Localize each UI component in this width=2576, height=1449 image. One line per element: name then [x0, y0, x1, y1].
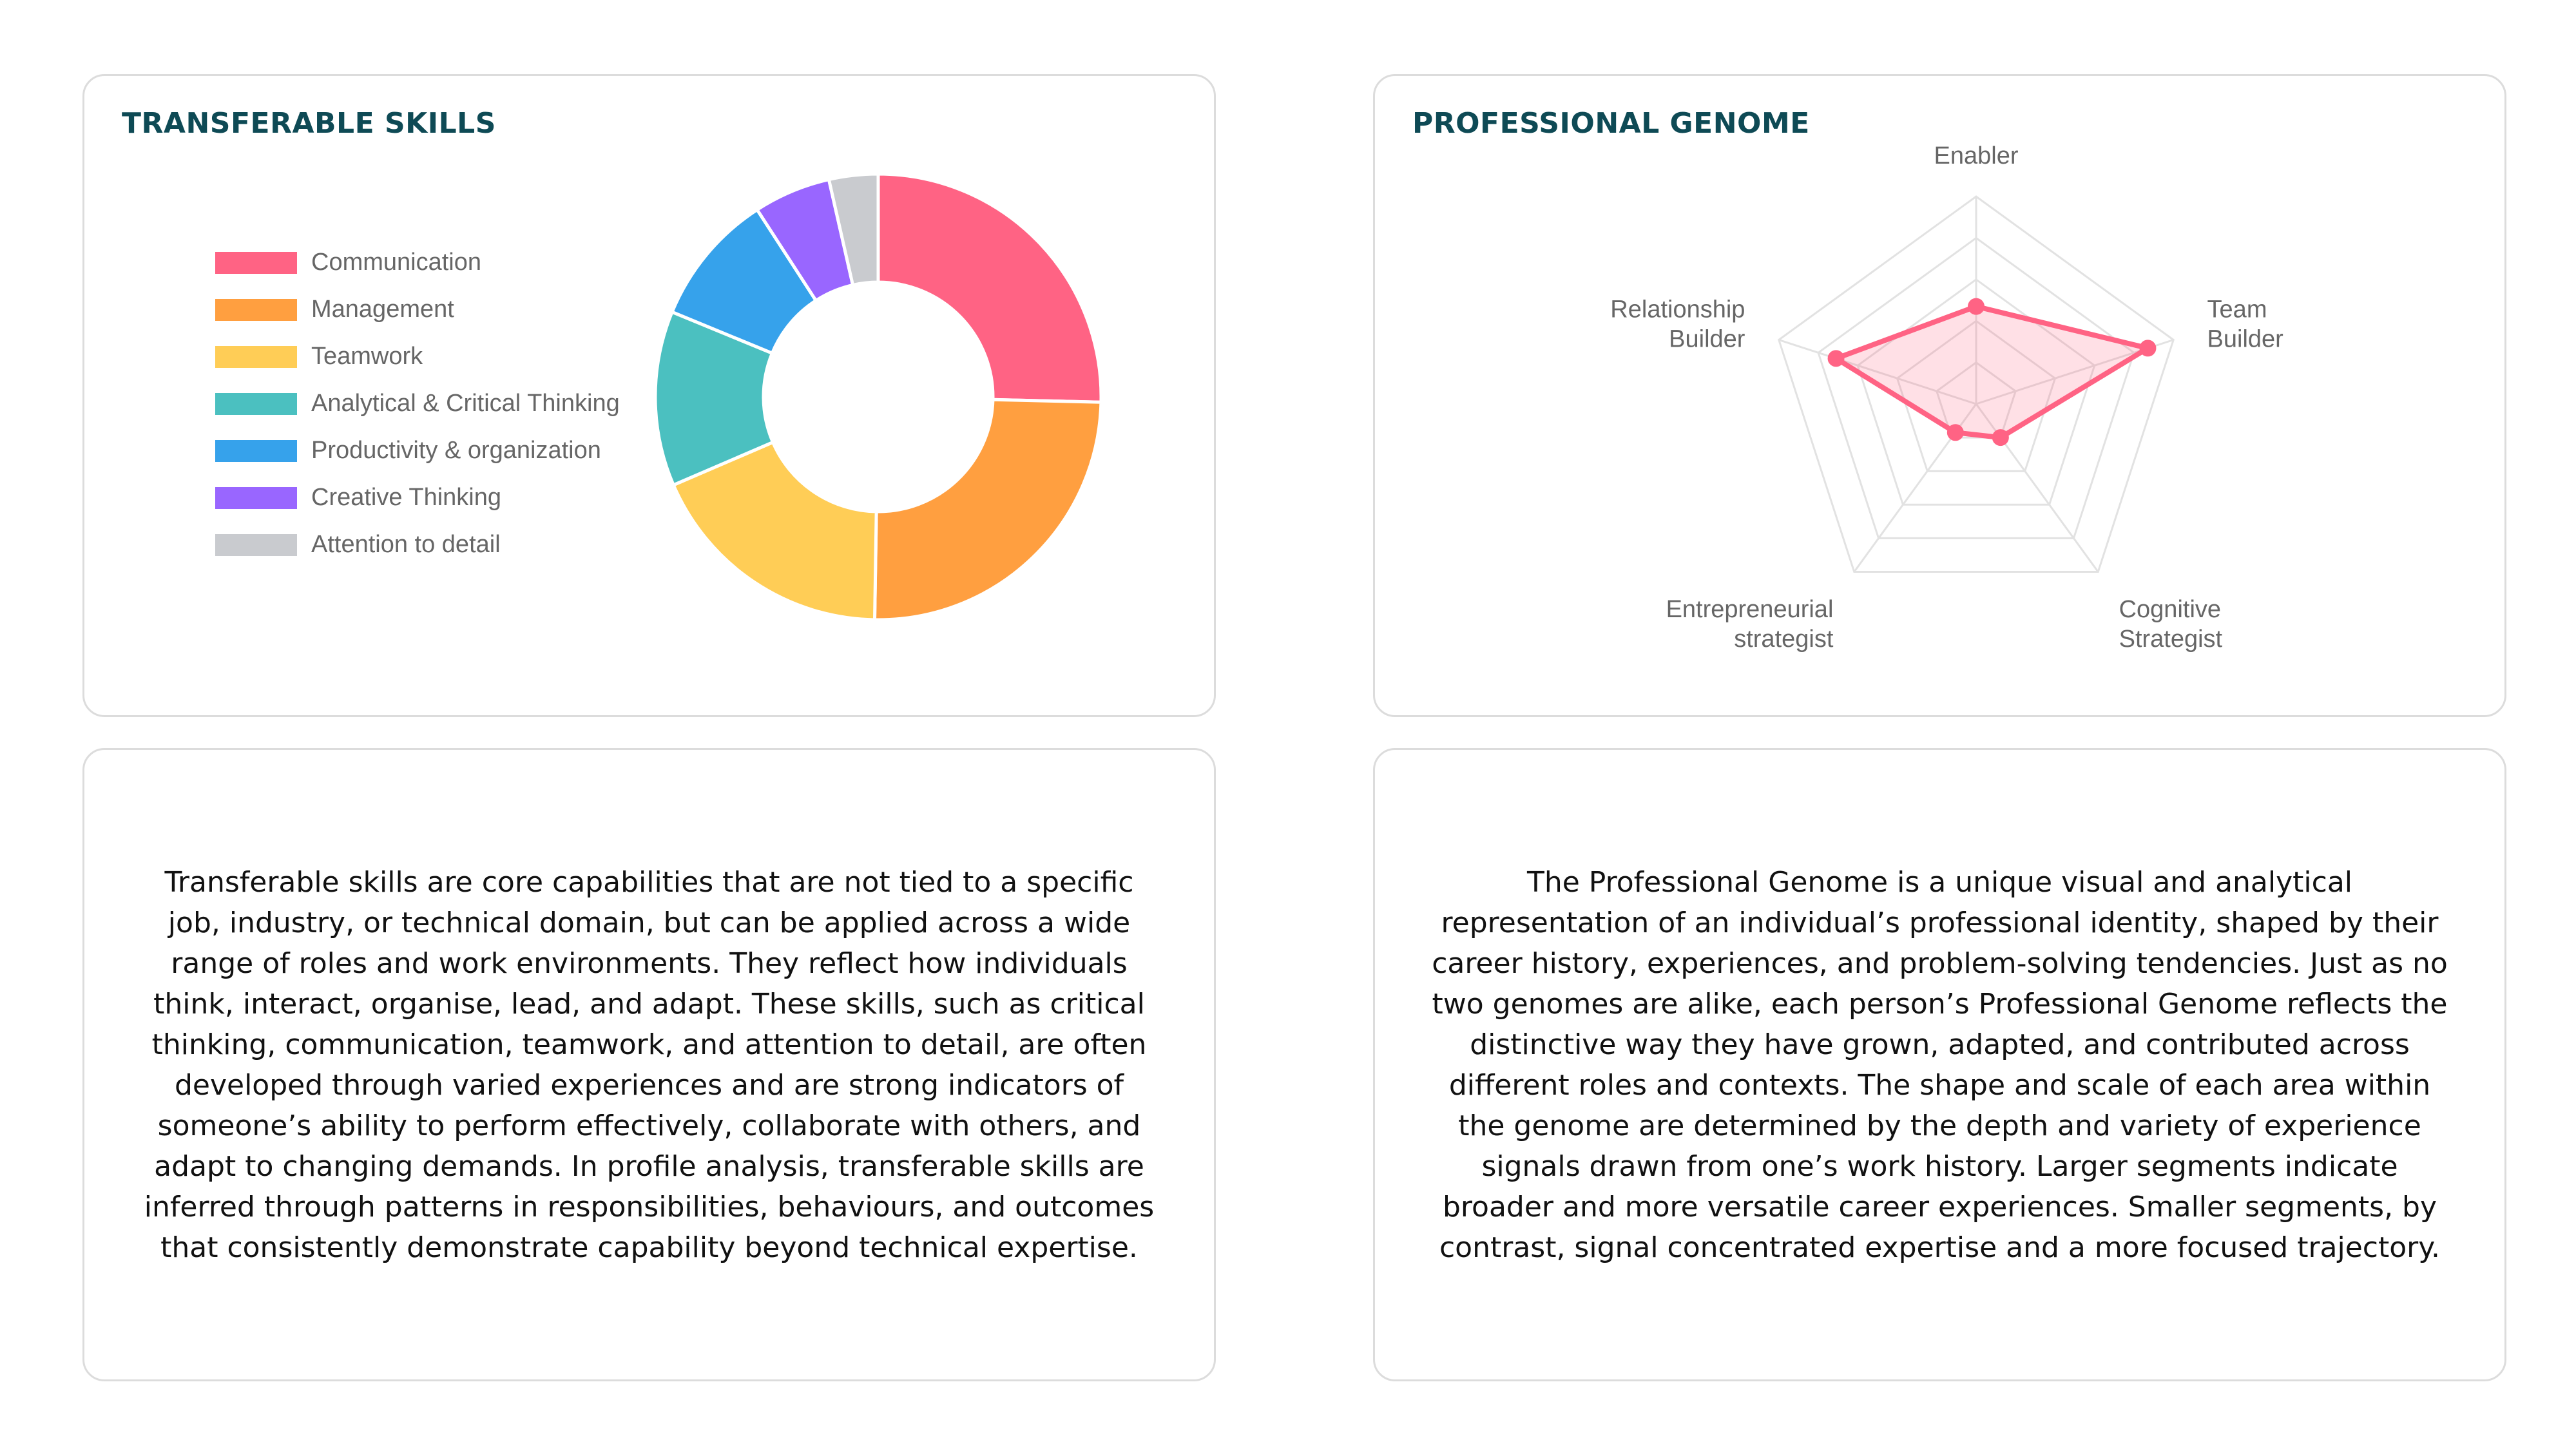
- radar-axis-label: Builder: [1669, 325, 1745, 353]
- radar-data-point[interactable]: [1948, 425, 1963, 440]
- radar-data-point[interactable]: [2140, 340, 2155, 356]
- skills-description-card: [82, 748, 1216, 1381]
- radar-axis-label: Strategist: [2119, 625, 2223, 653]
- legend-label: Creative Thinking: [311, 484, 502, 511]
- legend-label: Management: [311, 296, 454, 323]
- radar-data-point[interactable]: [1993, 430, 2008, 445]
- transferable-skills-card: [82, 74, 1216, 717]
- radar-axis-label: Cognitive: [2119, 595, 2222, 623]
- radar-axis-label: strategist: [1734, 625, 1834, 653]
- professional-genome-card: [1373, 74, 2506, 717]
- genome-description: The Professional Genome is a unique visual and analytical representation of an individual’s professional identity, shaped by their career history, experiences, and problem-solving tendencies. Just as no two genomes are alike, each person’s Professional Genome reflects the distinctive way they have grown, adapted, and contributed across different roles and contexts. The shape and scale of each area within the genome are determined by the depth and variety of experience signals drawn from one’s work history. Larger segments indicate broader and more versatile career experiences. Smaller segments, by contrast, signal concentrated expertise and a more focused trajectory.: [1432, 865, 2448, 1264]
- legend-label: Productivity & organization: [311, 437, 601, 464]
- radar-axis-label: Entrepreneurial: [1666, 595, 1834, 623]
- radar-axis-label: Relationship: [1610, 296, 1745, 323]
- doughnut-slice[interactable]: [878, 174, 1101, 402]
- radar-axis-label: Enabler: [1934, 142, 2019, 169]
- legend-label: Analytical & Critical Thinking: [311, 390, 620, 417]
- legend-label: Attention to detail: [311, 531, 501, 558]
- skills-description: Transferable skills are core capabilities that are not tied to a specific job, industry, or technical domain, but can be applied across a wide range of roles and work environments. They reflect how individuals think, interact, organise, lead, and adapt. These skills, such as critical thinking, communication, teamwork, and attention to detail, are often developed through varied experiences and are strong indicators of someone’s ability to perform effectively, collaborate with others, and adapt to changing demands. In profile analysis, transferable skills are inferred through patterns in responsibilities, behaviours, and outcomes that consistently demonstrate capability beyond technical expertise.: [144, 865, 1155, 1264]
- radar-data-point[interactable]: [1829, 350, 1844, 366]
- genome-card-title: PROFESSIONAL GENOME: [1412, 107, 1810, 140]
- radar-data-area: [1836, 307, 2148, 437]
- legend-label: Communication: [311, 249, 481, 276]
- radar-axis-label: Builder: [2207, 325, 2283, 353]
- genome-radar-chart: [1375, 76, 2504, 715]
- genome-description-card: [1373, 748, 2506, 1381]
- skills-doughnut-chart: [84, 76, 1214, 715]
- legend-label: Teamwork: [311, 343, 423, 370]
- radar-axis-label: Team: [2207, 296, 2267, 323]
- skills-card-title: TRANSFERABLE SKILLS: [122, 107, 496, 140]
- radar-data-point[interactable]: [1968, 299, 1984, 314]
- doughnut-slice[interactable]: [874, 399, 1101, 620]
